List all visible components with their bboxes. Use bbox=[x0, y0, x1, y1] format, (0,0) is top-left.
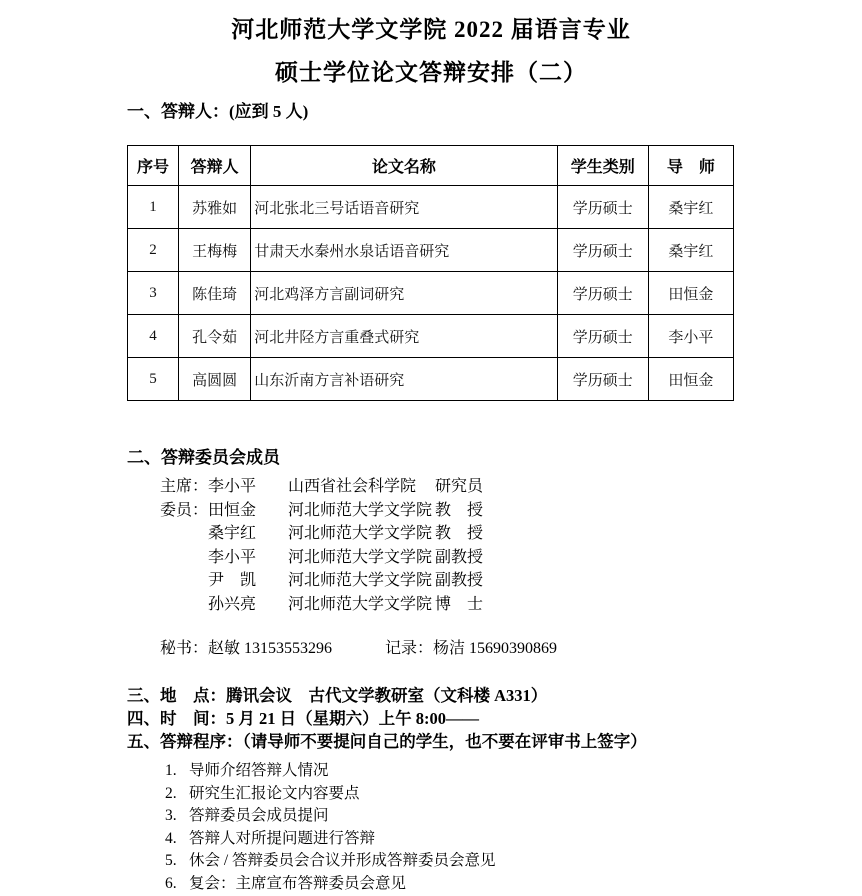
header-seq: 序号 bbox=[128, 146, 179, 186]
member-name: 李小平 bbox=[208, 478, 257, 496]
header-student-type: 学生类别 bbox=[557, 146, 648, 186]
table-row bbox=[128, 358, 734, 401]
table-row bbox=[128, 315, 734, 358]
procedure-item-number: 1. bbox=[165, 762, 177, 779]
cell-defender: 孔令茹 bbox=[179, 315, 251, 358]
cell-student-type: 学历硕士 bbox=[557, 358, 648, 401]
member-title: 副教授 bbox=[435, 548, 484, 566]
cell-thesis: 河北张北三号话语音研究 bbox=[251, 186, 558, 229]
table-row bbox=[128, 272, 734, 315]
cell-seq: 3 bbox=[128, 272, 179, 315]
cell-seq: 1 bbox=[128, 186, 179, 229]
cell-defender: 陈佳琦 bbox=[179, 272, 251, 315]
section2-heading: 二、答辩委员会成员 bbox=[127, 448, 280, 467]
member-organization: 河北师范大学文学院 bbox=[288, 572, 433, 590]
document-content bbox=[127, 101, 735, 896]
cell-thesis: 河北井陉方言重叠式研究 bbox=[251, 315, 558, 358]
header-advisor: 导 师 bbox=[648, 146, 733, 186]
member-name: 孙兴亮 bbox=[208, 595, 257, 613]
cell-student-type: 学历硕士 bbox=[557, 272, 648, 315]
procedure-item-number: 5. bbox=[165, 852, 177, 870]
member-name: 田恒金 bbox=[208, 501, 257, 519]
document-title bbox=[0, 16, 862, 87]
member-name: 李小平 bbox=[208, 548, 257, 566]
procedure-item bbox=[165, 873, 735, 896]
table-header-row bbox=[128, 146, 734, 186]
procedure-item bbox=[165, 760, 735, 783]
title-line-1: 河北师范大学文学院 2022 届语言专业 bbox=[231, 17, 631, 42]
cell-advisor: 田恒金 bbox=[648, 358, 733, 401]
procedure-item-text: 休会 / 答辩委员会合议并形成答辩委员会意见 bbox=[189, 852, 496, 870]
table-row bbox=[128, 229, 734, 272]
procedure-item-text: 答辩人对所提问题进行答辩 bbox=[189, 829, 376, 847]
section4-time: 四、时 间：5 月 21 日（星期六）上午 8:00—— bbox=[127, 709, 479, 728]
committee-member-row bbox=[160, 544, 735, 568]
section3-location: 三、地 点：腾讯会议 古代文学教研室（文科楼 A331） bbox=[127, 686, 548, 705]
committee-member-row bbox=[160, 497, 735, 521]
procedure-list bbox=[165, 760, 735, 896]
cell-seq: 4 bbox=[128, 315, 179, 358]
cell-advisor: 桑宇红 bbox=[648, 186, 733, 229]
table-row bbox=[128, 186, 734, 229]
committee-member-row bbox=[160, 520, 735, 544]
cell-thesis: 山东沂南方言补语研究 bbox=[251, 358, 558, 401]
member-title: 副教授 bbox=[435, 572, 484, 590]
procedure-item bbox=[165, 783, 735, 806]
procedure-item bbox=[165, 850, 735, 873]
member-title: 研究员 bbox=[435, 478, 484, 496]
member-organization: 河北师范大学文学院 bbox=[288, 548, 433, 566]
member-organization: 河北师范大学文学院 bbox=[288, 595, 433, 613]
procedure-item bbox=[165, 828, 735, 851]
title-line-2: 硕士学位论文答辩安排（二） bbox=[275, 60, 587, 85]
section1-heading: 一、答辩人：(应到 5 人) bbox=[127, 102, 309, 121]
procedure-item-text: 导师介绍答辩人情况 bbox=[189, 762, 329, 779]
cell-student-type: 学历硕士 bbox=[557, 186, 648, 229]
secretary-info: 秘书：赵敏 13153553296 bbox=[160, 640, 333, 657]
procedure-item-number: 4. bbox=[165, 829, 177, 847]
cell-defender: 苏雅如 bbox=[179, 186, 251, 229]
cell-student-type: 学历硕士 bbox=[557, 315, 648, 358]
member-title: 博 士 bbox=[435, 595, 484, 613]
sections-3-4-5 bbox=[127, 684, 735, 753]
cell-advisor: 李小平 bbox=[648, 315, 733, 358]
procedure-item-number: 6. bbox=[165, 874, 177, 892]
header-defender: 答辩人 bbox=[179, 146, 251, 186]
committee-member-row bbox=[160, 567, 735, 591]
member-title: 教 授 bbox=[435, 525, 484, 543]
procedure-item-number: 2. bbox=[165, 784, 177, 802]
procedure-item-text: 复会：主席宣布答辩委员会意见 bbox=[189, 874, 407, 892]
cell-seq: 5 bbox=[128, 358, 179, 401]
member-title: 教 授 bbox=[435, 501, 484, 519]
committee-members bbox=[160, 473, 735, 614]
defense-table bbox=[127, 145, 734, 401]
section5-heading: 五、答辩程序：（请导师不要提问自己的学生，也不要在评审书上签字） bbox=[127, 732, 647, 751]
member-organization: 河北师范大学文学院 bbox=[288, 525, 433, 543]
cell-advisor: 田恒金 bbox=[648, 272, 733, 315]
cell-advisor: 桑宇红 bbox=[648, 229, 733, 272]
member-organization: 山西省社会科学院 bbox=[288, 478, 417, 496]
procedure-item-number: 3. bbox=[165, 807, 177, 825]
cell-seq: 2 bbox=[128, 229, 179, 272]
member-name: 尹 凯 bbox=[208, 572, 257, 590]
member-organization: 河北师范大学文学院 bbox=[288, 501, 433, 519]
committee-member-row bbox=[160, 591, 735, 615]
procedure-item-text: 答辩委员会成员提问 bbox=[189, 807, 329, 825]
cell-defender: 高圆圆 bbox=[179, 358, 251, 401]
cell-defender: 王梅梅 bbox=[179, 229, 251, 272]
procedure-item bbox=[165, 805, 735, 828]
committee-member-row bbox=[160, 473, 735, 497]
member-role: 委员： bbox=[160, 501, 209, 519]
cell-thesis: 甘肃天水秦州水泉话语音研究 bbox=[251, 229, 558, 272]
recorder-info: 记录：杨洁 15690390869 bbox=[385, 640, 558, 657]
cell-student-type: 学历硕士 bbox=[557, 229, 648, 272]
cell-thesis: 河北鸡泽方言副词研究 bbox=[251, 272, 558, 315]
header-thesis: 论文名称 bbox=[251, 146, 558, 186]
procedure-item-text: 研究生汇报论文内容要点 bbox=[189, 784, 360, 802]
member-role: 主席： bbox=[160, 478, 209, 496]
member-name: 桑宇红 bbox=[208, 525, 257, 543]
secretary-line bbox=[160, 635, 735, 658]
